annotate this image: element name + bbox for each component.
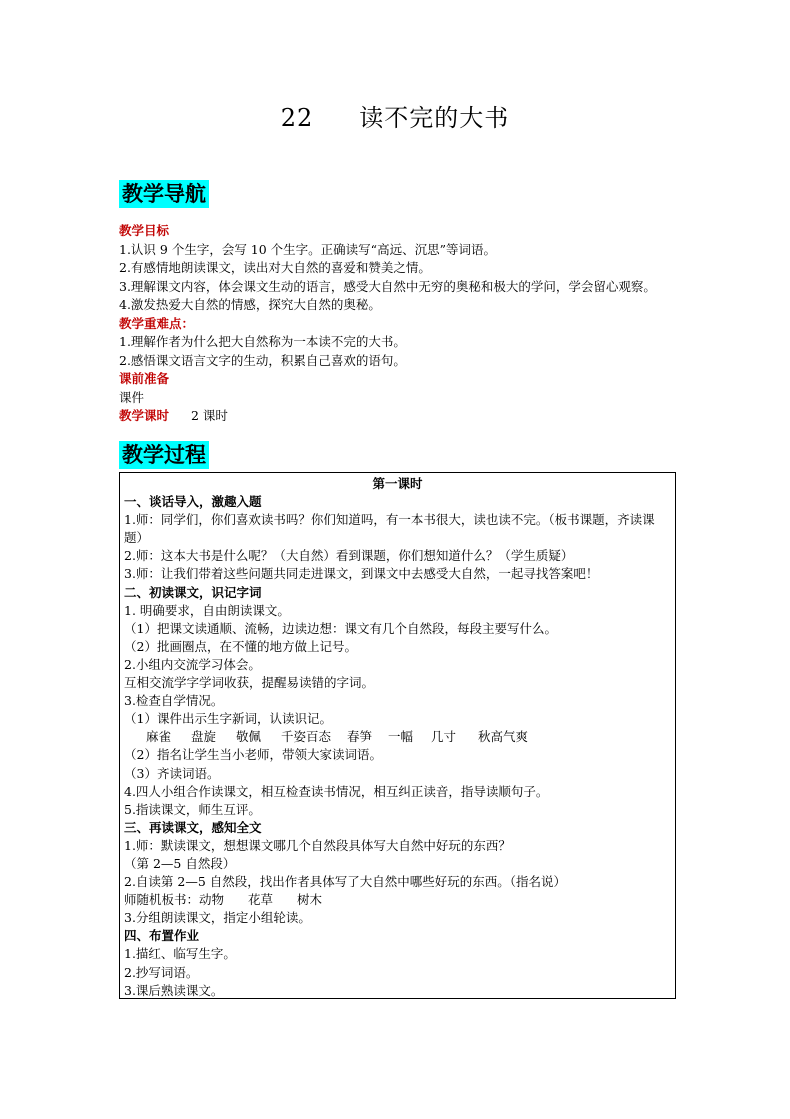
teaching-process-heading: 教学过程 [119,441,209,469]
goal-item: 4.激发热爱大自然的情感，探究大自然的奥秘。 [119,297,381,312]
step-line: 3.师：让我们带着这些问题共同走进课文，到课文中去感受大自然，一起寻找答案吧！ [124,566,599,582]
board-row [124,891,671,909]
board-item: 花草 [248,892,274,908]
prep-label: 课前准备 [119,371,170,386]
step-heading: 一、谈话导入，激趣入题 [124,494,262,510]
board-item: 动物 [199,892,225,908]
period-caption: 第一课时 [372,476,423,491]
goal-item: 1.认识 9 个生字，会写 10 个生字。正确读写“高远、沉思”等词语。 [119,241,496,257]
step-line: （1）课件出示生字新词，认读识记。 [124,711,332,727]
process-table [119,472,676,999]
vocab-word: 春笋 [347,729,373,745]
goal-item: 2.有感情地朗读课文，读出对大自然的喜爱和赞美之情。 [119,260,431,275]
lesson-title-text: 读不完的大书 [359,104,510,132]
step-line: （第 2—5 自然段） [124,855,236,871]
board-label: 师随机板书： [124,892,200,908]
step-line: 3.检查自学情况。 [124,693,224,709]
step-line: 1. 明确要求，自由朗读课文。 [124,602,290,618]
hours-value: 2 课时 [191,408,228,423]
vocab-word: 秋高气爽 [478,729,529,745]
step-line: 3.分组朗读课文，指定小组轮读。 [124,910,311,926]
step-line: （3）齐读词语。 [124,765,220,781]
teaching-nav-heading: 教学导航 [119,180,209,208]
vocab-word: 几寸 [431,729,457,745]
step-heading: 三、再读课文，感知全文 [124,819,262,835]
step-line: 2.自读第 2—5 自然段，找出作者具体写了大自然中哪些好玩的东西。（指名说） [124,874,567,890]
vocab-word: 敬佩 [236,729,262,745]
vocab-list [124,728,671,746]
lesson-title [0,98,790,133]
key-point-item: 1.理解作者为什么把大自然称为一本读不完的大书。 [119,334,406,349]
vocab-word: 麻雀 [146,729,172,745]
step-line: （1）把课文读通顺、流畅，边读边想：课文有几个自然段，每段主要写什么。 [124,620,557,636]
hours-row [119,407,679,426]
step-heading: 四、布置作业 [124,928,200,944]
step-line: 2.师：这本大书是什么呢？（大自然）看到课题，你们想知道什么？（学生质疑） [124,548,574,564]
vocab-word: 一幅 [388,729,414,745]
key-points-label: 教学重难点： [119,315,195,331]
teaching-nav-block [119,222,679,426]
vocab-word: 盘旋 [191,729,217,745]
step-line: （2）批画圈点，在不懂的地方做上记号。 [124,638,357,654]
goals-label: 教学目标 [119,223,170,238]
lesson-number: 22 [280,104,314,132]
step-line: 1.描红、临写生字。 [124,946,236,962]
board-item: 树木 [297,892,323,908]
goal-item: 3.理解课文内容，体会课文生动的语言，感受大自然中无穷的奥秘和极大的学问，学会留心观察。 [119,278,656,294]
step-line: 4.四人小组合作读课文，相互检查读书情况，相互纠正读音，指导读顺句子。 [124,783,549,799]
step-line: 2.小组内交流学习体会。 [124,656,261,672]
step-line: 5.指读课文，师生互评。 [124,801,261,817]
key-point-item: 2.感悟课文语言文字的生动，积累自己喜欢的语句。 [119,352,406,368]
prep-value: 课件 [119,389,145,405]
step-line: 1.师：默读课文，想想课文哪几个自然段具体写大自然中好玩的东西？ [124,837,511,853]
step-line: （2）指名让学生当小老师，带领大家读词语。 [124,747,382,763]
step-line: 互相交流学字学词收获，提醒易读错的字词。 [124,675,375,691]
vocab-word: 千姿百态 [281,729,332,745]
step-line: 3.课后熟读课文。 [124,982,224,998]
step-line: 2.抄写词语。 [124,964,199,980]
hours-label: 教学课时 [119,408,170,423]
step-heading: 二、初读课文，识记字词 [124,584,262,600]
step-line: 1.师：同学们，你们喜欢读书吗？你们知道吗，有一本书很大，读也读不完。（板书课题，齐读课题） [124,512,655,546]
